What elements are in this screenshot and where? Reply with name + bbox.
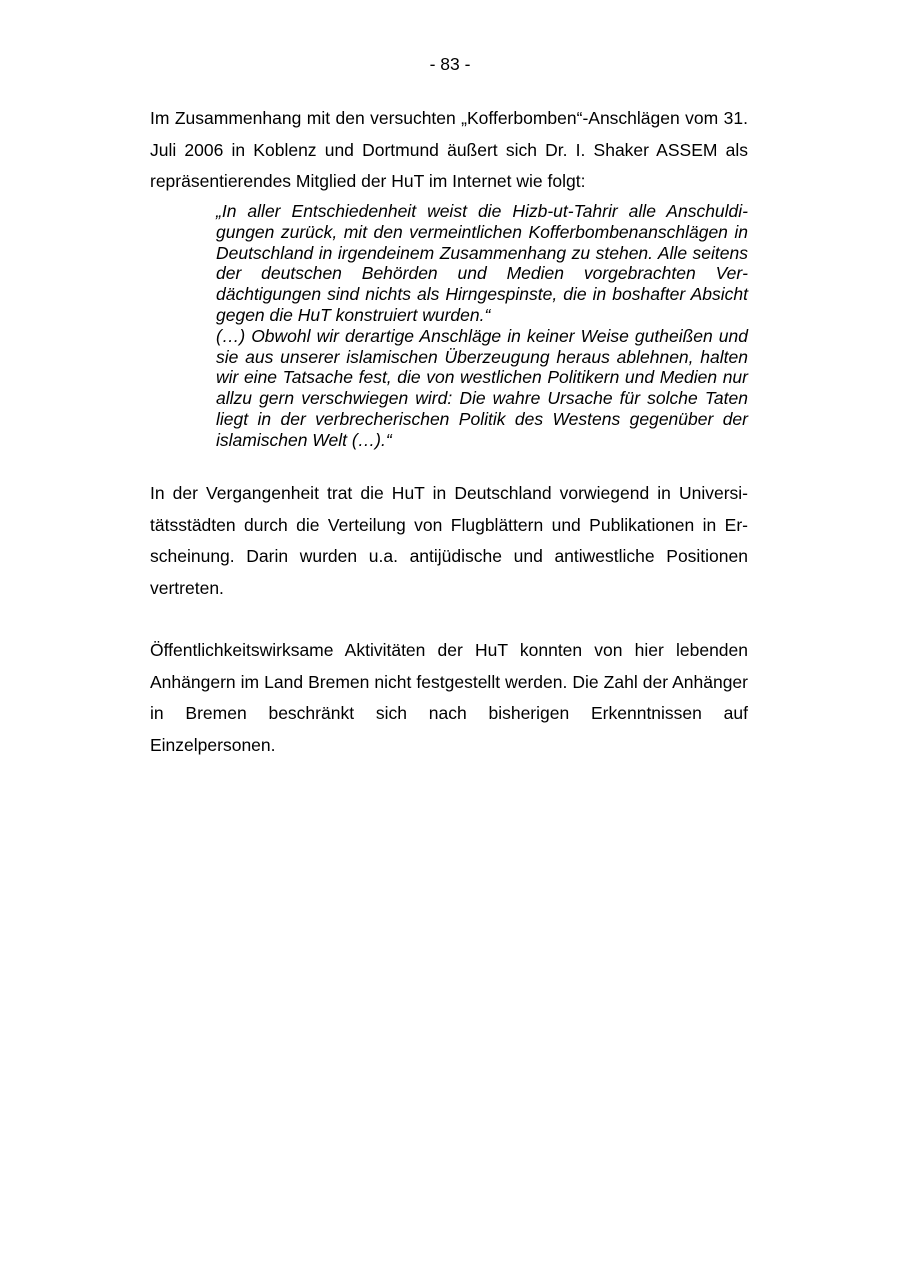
quote-part-1: „In aller Entschiedenheit weist die Hizb-ut-Tahrir alle Anschuldigungen zurück, mit den vermeintlichen Kofferbombenanschlägen in Deutschland in irgendeinem Zusammenhang zu stehen. Alle seitens der deutschen Behörden und Medien vorgebrachten Verdächtigungen sind nichts als Hirngespinste, die in boshafter Absicht gegen die HuT konstruiert wurden.“	[216, 201, 748, 325]
bremen-activity-paragraph: Öffentlichkeitswirksame Aktivitäten der HuT konnten von hier lebenden Anhängern im Land Bremen nicht festgestellt werden. Die Zahl der Anhänger in Bremen beschränkt sich nach bisherigen Erkenntnissen auf Einzelpersonen.	[150, 640, 748, 755]
intro-paragraph: Im Zusammenhang mit den versuchten „Kofferbomben“-Anschlägen vom 31. Juli 2006 in Koblenz und Dortmund äußert sich Dr. I. Shaker ASSEM als repräsentierendes Mitglied der HuT im Internet wie folgt:	[150, 108, 748, 191]
page-number: - 83 -	[429, 54, 471, 74]
quote-part-2: (…) Obwohl wir derartige Anschläge in keiner Weise gutheißen und sie aus unserer islamischen Überzeugung heraus ablehnen, halten wir eine Tatsache fest, die von westlichen Politikern und Medien nur allzu gern verschwiegen wird: Die wahre Ursache für solche Taten liegt in der verbrecherischen Politik des Westens gegenüber der islamischen Welt (…).“	[216, 325, 748, 450]
block-quote	[216, 201, 748, 451]
past-activity-paragraph: In der Vergangenheit trat die HuT in Deutschland vorwiegend in Universitätsstädten durch die Verteilung von Flugblättern und Publikationen in Erscheinung. Darin wurden u.a. antijüdische und antiwestliche Positionen vertreten.	[150, 483, 748, 598]
